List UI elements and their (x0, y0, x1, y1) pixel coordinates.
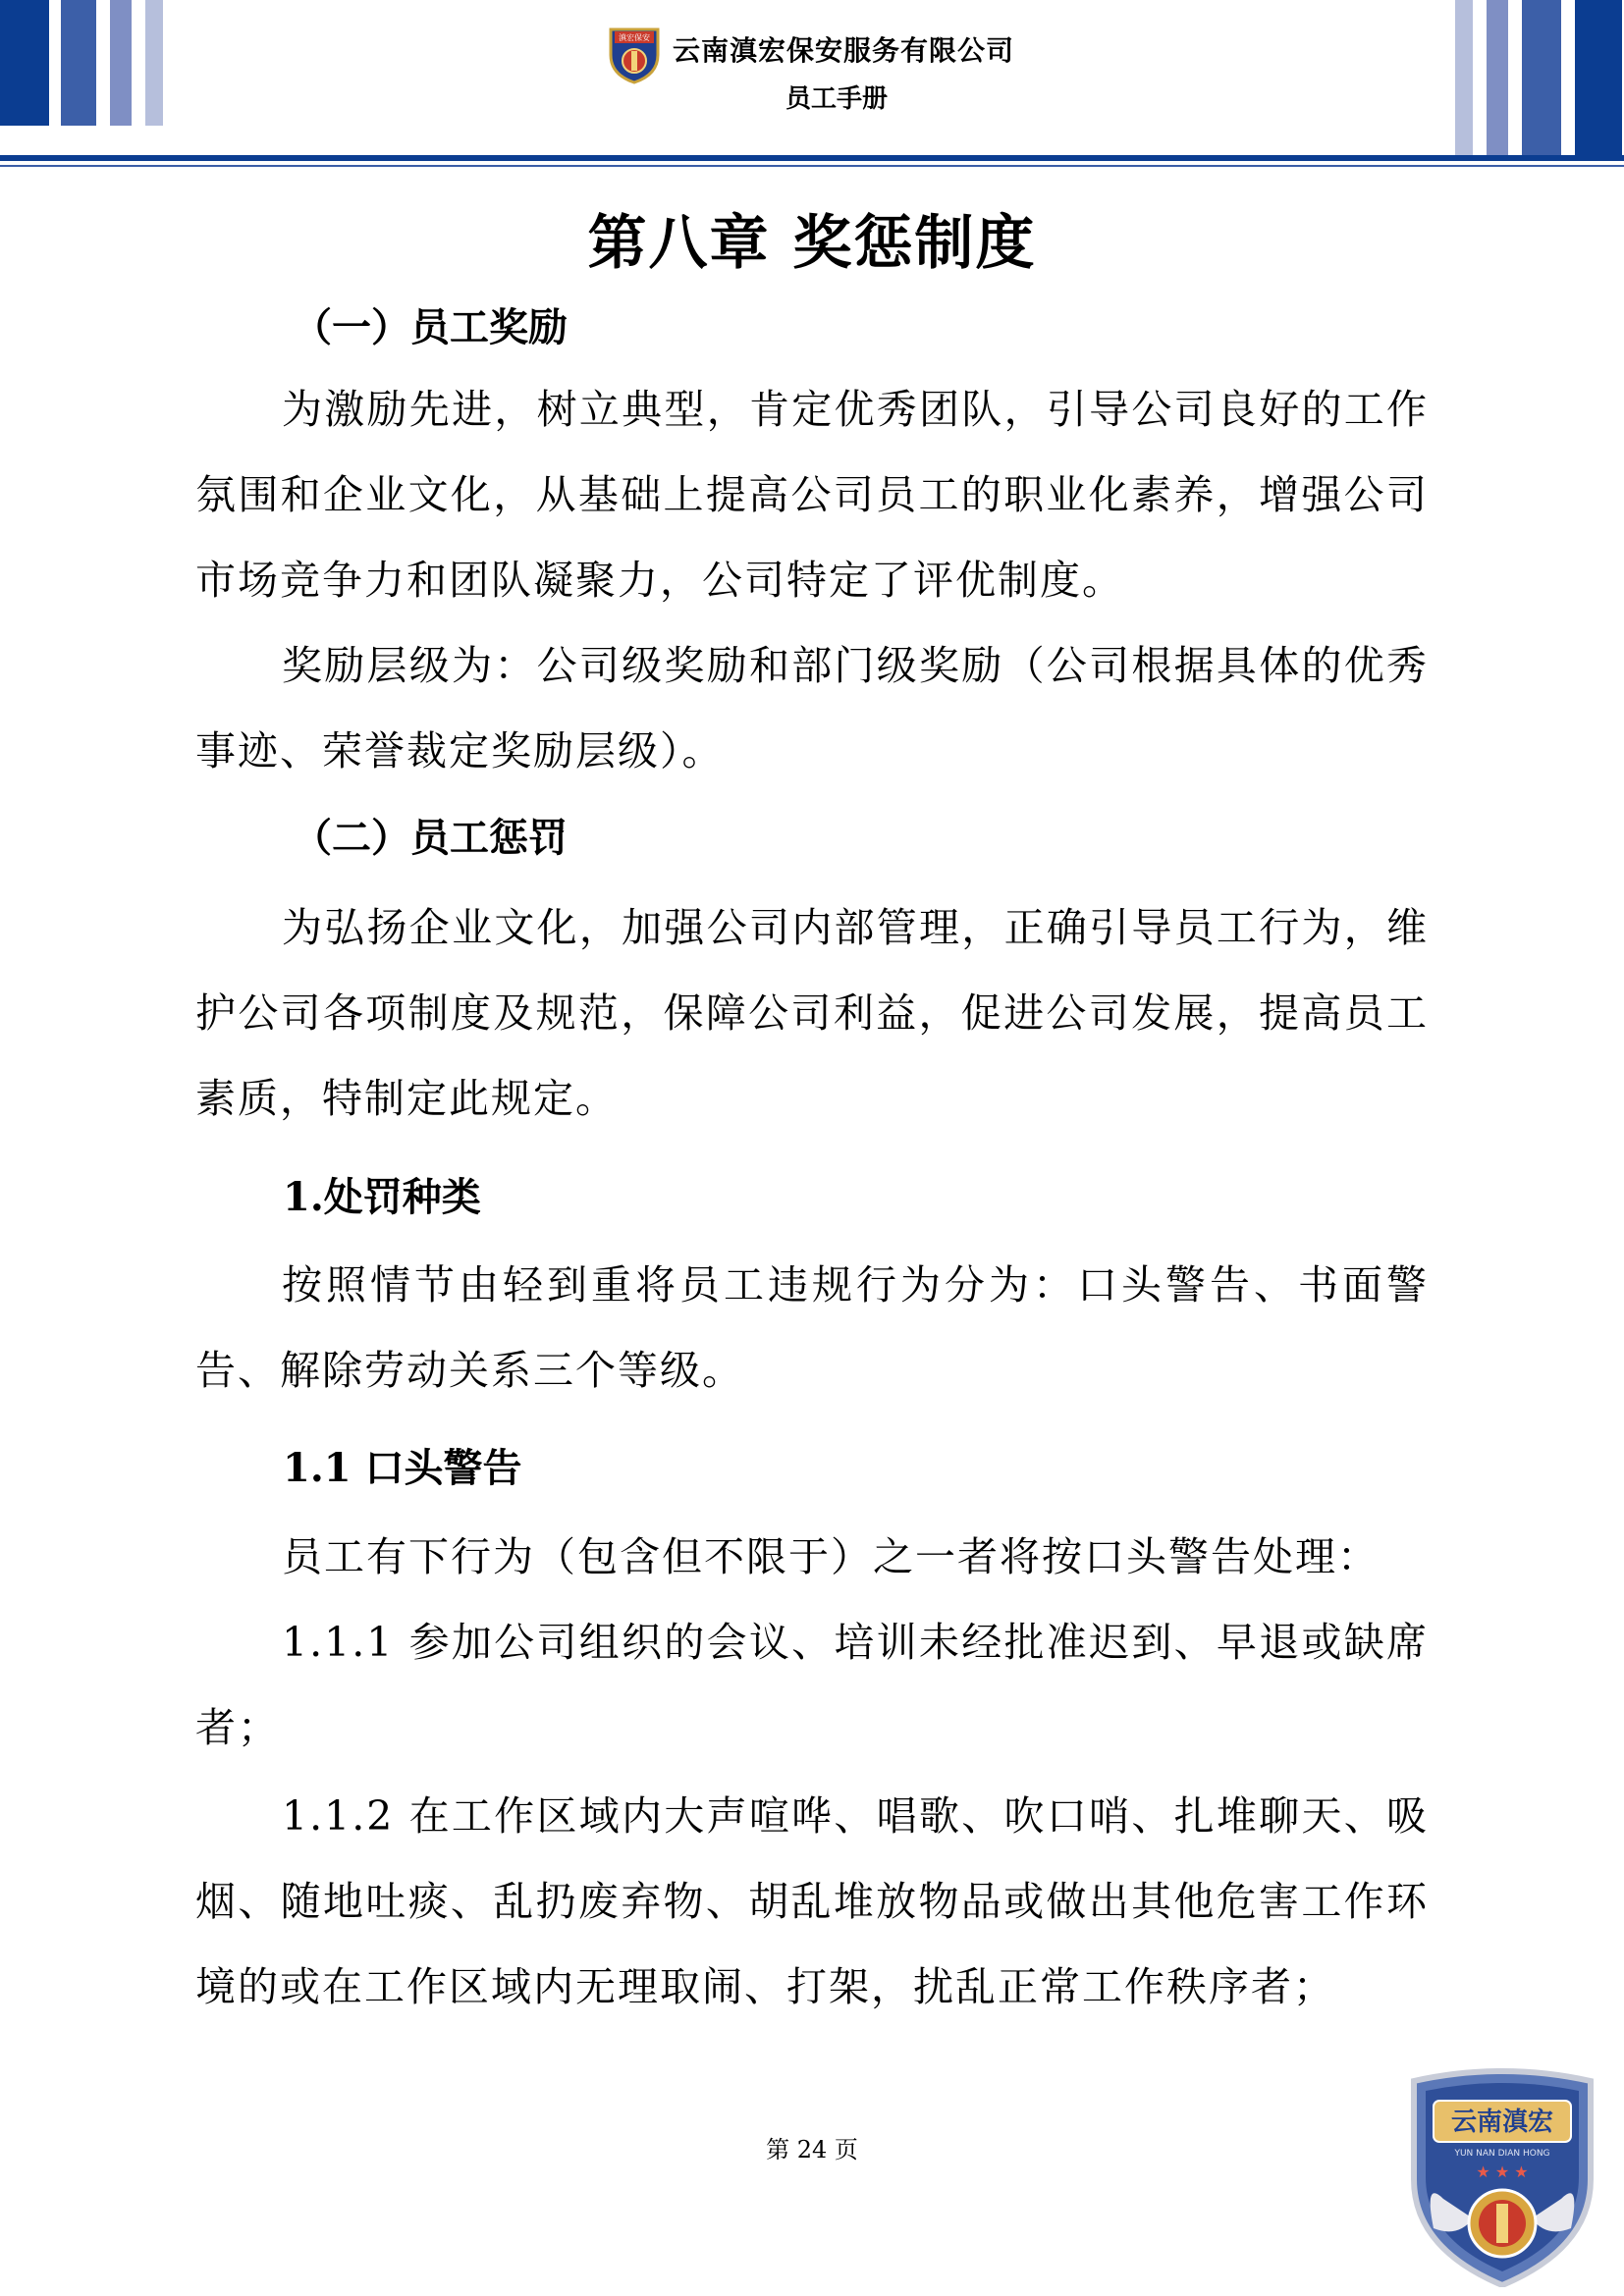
verbal-warning-intro: 员工有下行为（包含但不限于）之一者将按口头警告处理： (282, 1533, 1380, 1580)
penalties-paragraph-1: 为弘扬企业文化，加强公司内部管理，正确引导员工行为，维护公司各项制度及规范，保障公司利益，促进公司发展，提高员工素质，特制定此规定。 (195, 904, 1429, 1122)
badge-text: 云南滇宏 (1450, 2108, 1554, 2137)
page-header (589, 18, 1041, 126)
verbal-warning-heading: 1.1 口头警告 (283, 1445, 522, 1491)
svg-text:★ ★ ★: ★ ★ ★ (1476, 2163, 1529, 2181)
rewards-paragraph-1: 为激励先进，树立典型，肯定优秀团队，引导公司良好的工作氛围和企业文化，从基础上提高公司员工的职业化素养，增强公司市场竞争力和团队凝聚力，公司特定了评优制度。 (195, 386, 1429, 604)
logo-text: 滇宏保安 (619, 33, 650, 42)
manual-title: 员工手册 (785, 84, 889, 114)
penalties-heading: （二）员工惩罚 (293, 815, 568, 861)
item-1-1-1: 1.1.1 参加公司组织的会议、培训未经批准迟到、早退或缺席者； (195, 1619, 1429, 1751)
penalty-types-paragraph: 按照情节由轻到重将员工违规行为分为：口头警告、书面警告、解除劳动关系三个等级。 (195, 1261, 1429, 1394)
rewards-heading: （一）员工奖励 (293, 304, 568, 350)
item-1-1-2: 1.1.2 在工作区域内大声喧哗、唱歌、吹口哨、扎堆聊天、吸烟、随地吐痰、乱扔废弃物、胡乱堆放物品或做出其他危害工作环境的或在工作区域内无理取闹、打架，扰乱正常工作秩序者； (195, 1792, 1429, 2010)
company-name: 云南滇宏保安服务有限公司 (673, 34, 1015, 67)
page-number: 第 24 页 (766, 2136, 858, 2163)
penalty-types-heading: 1.处罚种类 (283, 1174, 481, 1220)
company-logo-icon (607, 22, 662, 84)
company-badge-icon (1404, 2061, 1600, 2287)
header-rule (0, 155, 1624, 161)
chapter-title: 第八章 奖惩制度 (587, 209, 1037, 278)
badge-subtext: YUN NAN DIAN HONG (1454, 2149, 1550, 2159)
header-rule-thin (0, 165, 1624, 167)
rewards-paragraph-2: 奖励层级为：公司级奖励和部门级奖励（公司根据具体的优秀事迹、荣誉裁定奖励层级）。 (195, 642, 1429, 774)
